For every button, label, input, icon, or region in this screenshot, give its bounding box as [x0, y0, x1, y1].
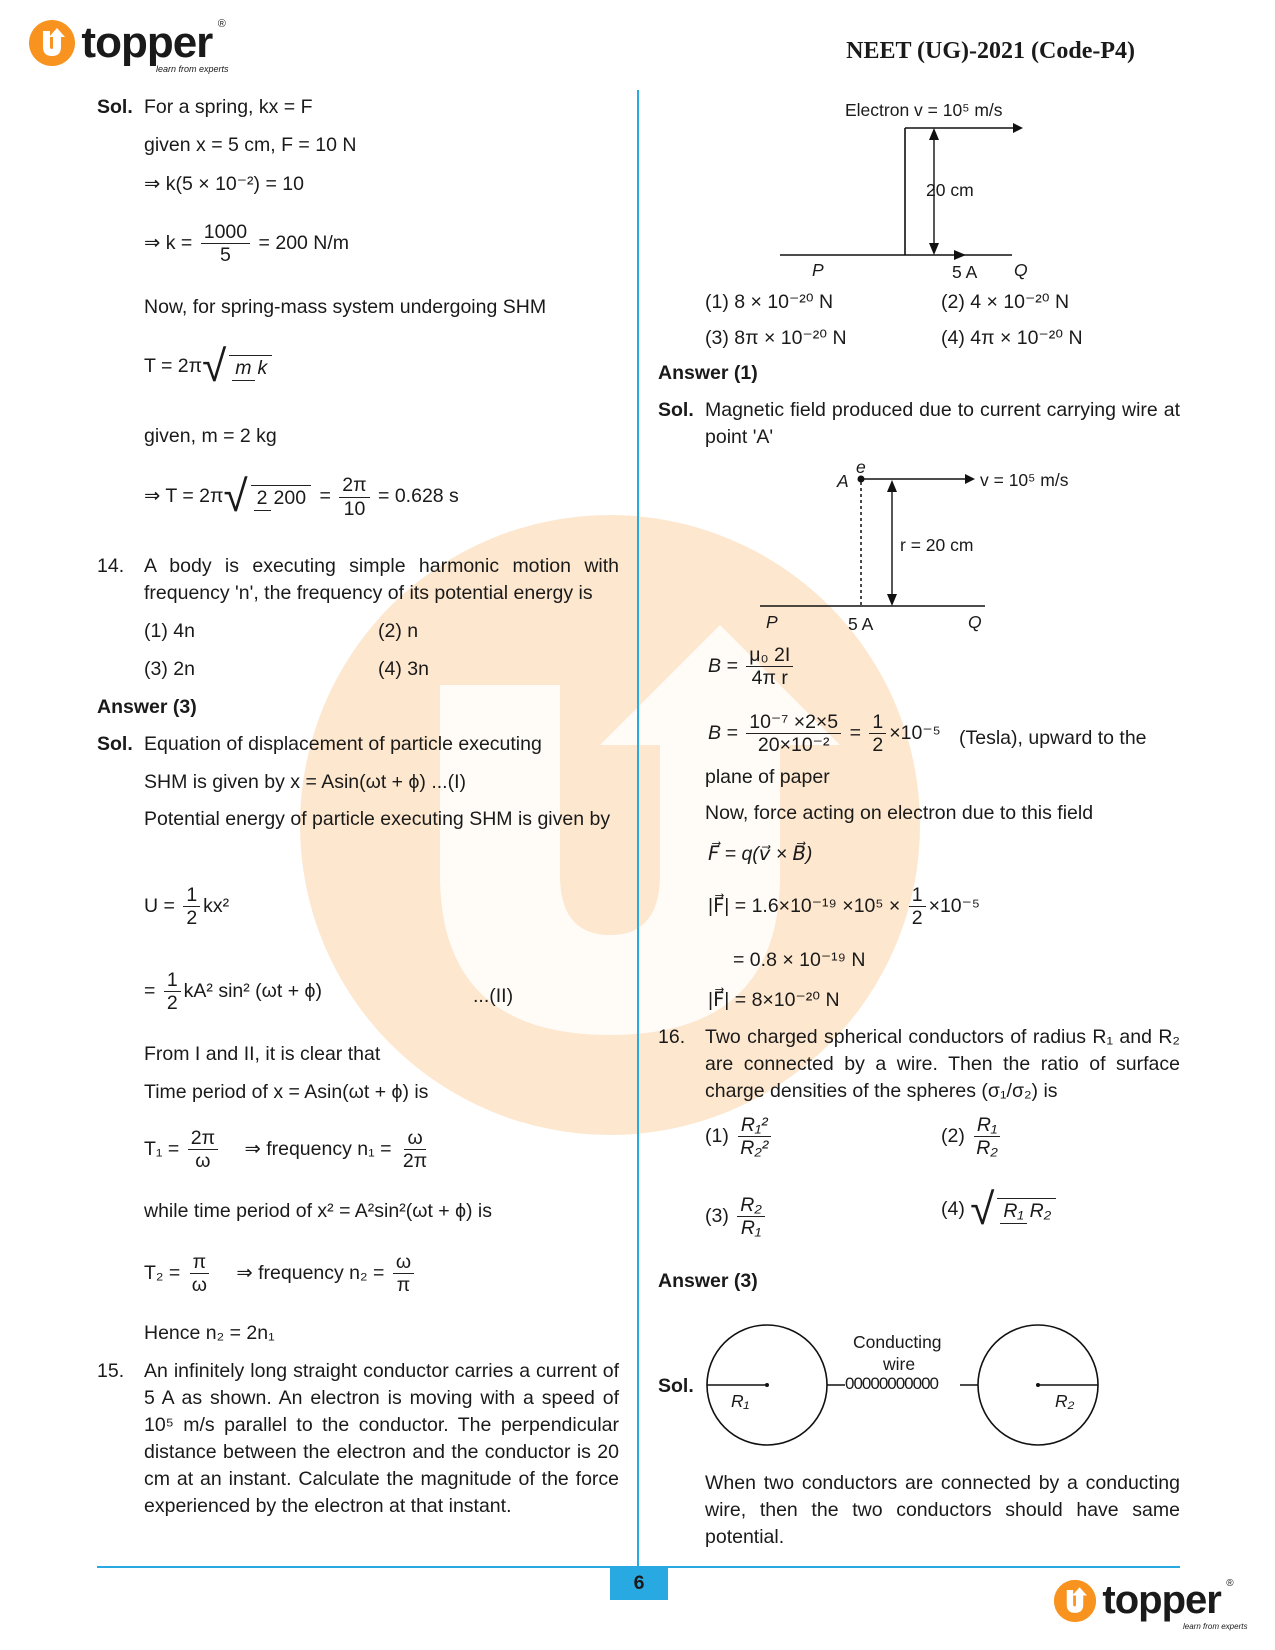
sol-line-3: ⇒ k(5 × 10⁻²) = 10	[144, 173, 304, 195]
equation-force-value: |F⃗| = 1.6×10⁻¹⁹ ×10⁵ × $\frac{1}{2}$ ×10⁻⁵	[708, 884, 981, 930]
fig2-v-label: v = 10⁵ m/s	[980, 470, 1069, 490]
equation-force-final: |F⃗| = 8×10⁻²⁰ N	[708, 989, 840, 1011]
fig1-electron-label: Electron v = 10⁵ m/s	[845, 100, 1003, 120]
equation-b-value: B = $\frac{\text{10⁻⁷ ×2×5}}{\text{20×10⁻²}}$ = $\frac{1}{2}$ ×10⁻⁵	[708, 711, 941, 757]
fig2-q-label: Q	[968, 612, 982, 632]
fig2-current-label: 5 A	[848, 614, 874, 634]
header-brand: topper	[81, 18, 213, 67]
topper-logo-icon	[28, 19, 76, 67]
q15-option-4: (4) 4π × 10⁻²⁰ N	[941, 327, 1083, 349]
question-16-text: Two charged spherical conductors of radius R₁ and R₂ are connected by a wire. Then the ratio of surface charge densities of the spheres (σ₁/σ₂) is	[705, 1026, 1180, 1102]
sol-label-16: Sol.	[658, 1375, 694, 1397]
question-14-number: 14.	[97, 555, 125, 577]
sol14-line-b: SHM is given by x = Asin(ωt + ϕ) ...(I)	[144, 771, 466, 793]
equation-b: B = $\frac{\text{μ₀ 2I}}{\text{4π r}}$	[708, 645, 796, 689]
equation-period-value: ⇒ T = 2π√ 2 200 = $\frac{2\pi}{10}$ = 0.628 s	[144, 472, 459, 521]
equation-period: T = 2π√ m k	[144, 345, 275, 389]
fig3-coil: 00000000000	[845, 1374, 939, 1393]
equation-force-result: = 0.8 × 10⁻¹⁹ N	[733, 949, 866, 971]
header-tagline: learn from experts	[156, 64, 229, 74]
column-divider	[637, 90, 639, 1595]
fig1-distance-label: 20 cm	[926, 180, 974, 200]
question-15-text: An infinitely long straight conductor carries a current of 5 A as shown. An electron is moving with a speed of 10⁵ m/s parallel to the conductor. The perpendicular distance between the electron and the conductor is 20 cm at an instant. Calculate the magnitude of the force experienced by the electron at that instant.	[144, 1360, 619, 1517]
q16-option-3: (3) $\frac{\text{R₂}}{\text{R₁}}$	[705, 1195, 768, 1239]
equation-force: F⃗ = q(v⃗ × B⃗)	[708, 843, 813, 865]
footer-brand: topper	[1102, 1578, 1221, 1622]
sol14-line-d: From I and II, it is clear that	[144, 1043, 381, 1065]
q16-option-4: (4) √ R₁ R₂	[941, 1188, 1059, 1232]
answer-16: Answer (3)	[658, 1270, 758, 1292]
sol14-line-a: Equation of displacement of particle executing	[144, 733, 542, 755]
sol-line-5: Now, for spring-mass system undergoing SHM	[144, 296, 547, 318]
q16-option-1: (1) $\frac{\text{R₁²}}{\text{R₂²}}$	[705, 1115, 774, 1159]
question-15-number: 15.	[97, 1360, 125, 1382]
equation-u-tag: ...(II)	[473, 985, 514, 1007]
equation-u: U = $\frac{1}{2}$ kx²	[144, 884, 230, 930]
header-logo: topper ® learn from experts	[28, 18, 226, 68]
fig2-r-label: r = 20 cm	[900, 535, 974, 555]
sol14-line-c: Potential energy of particle executing SHM is given by	[144, 808, 611, 830]
answer-15: Answer (1)	[658, 362, 758, 384]
equation-t1: T₁ = $\frac{2\pi}{\omega}$ ⇒ frequency n₁ = $\frac{\omega}{2\pi}$	[144, 1127, 428, 1173]
fig3-r2-label: R₂	[1055, 1391, 1075, 1411]
exam-title: NEET (UG)-2021 (Code-P4)	[846, 38, 1135, 64]
q15-option-2: (2) 4 × 10⁻²⁰ N	[941, 291, 1070, 313]
sol-label-left: Sol.	[97, 96, 133, 118]
question-16-number: 16.	[658, 1026, 686, 1048]
footer-logo: topper ® learn from experts	[1053, 1578, 1234, 1623]
sol15-line-c: Now, force acting on electron due to this field	[705, 802, 1094, 824]
answer-14: Answer (3)	[97, 696, 197, 718]
sol-line-1: For a spring, kx = F	[144, 96, 313, 118]
sol14-line-e: Time period of x = Asin(ωt + ϕ) is	[144, 1081, 429, 1103]
topper-logo-icon	[1053, 1579, 1097, 1623]
sol-label-14: Sol.	[97, 733, 133, 755]
q15-option-1: (1) 8 × 10⁻²⁰ N	[705, 291, 834, 313]
sol14-line-g: Hence n₂ = 2n₁	[144, 1322, 275, 1344]
sol16-text: When two conductors are connected by a conducting wire, then the two conductors should have same potential.	[705, 1472, 1180, 1548]
sol-line-7: given, m = 2 kg	[144, 425, 277, 447]
q14-option-4: (4) 3n	[378, 658, 429, 680]
fig1-p-label: P	[812, 260, 824, 280]
fig2-a-label: A	[837, 471, 849, 491]
fig2-e-label: e	[856, 457, 866, 477]
sol-line-2: given x = 5 cm, F = 10 N	[144, 134, 357, 156]
q15-option-3: (3) 8π × 10⁻²⁰ N	[705, 327, 847, 349]
equation-b-text: (Tesla), upward to the	[959, 727, 1147, 749]
equation-u-2: = $\frac{1}{2}$ kA² sin² (ωt + ϕ)	[144, 969, 322, 1015]
fig3-wire-label-2: wire	[883, 1354, 916, 1374]
fig1-q-label: Q	[1014, 260, 1028, 280]
fig3-r1-label: R₁	[731, 1391, 750, 1411]
sol14-line-f: while time period of x² = A²sin²(ωt + ϕ) is	[144, 1200, 493, 1222]
equation-t2: T₂ = $\frac{\pi}{\omega}$ ⇒ frequency n₂ = $\frac{\omega}{\pi}$	[144, 1252, 417, 1296]
page-number: 6	[610, 1567, 668, 1600]
sol15-line-b: plane of paper	[705, 766, 830, 788]
q14-option-2: (2) n	[378, 620, 419, 642]
q16-option-2: (2) $\frac{\text{R₁}}{\text{R₂}}$	[941, 1115, 1004, 1159]
fig2-p-label: P	[766, 612, 778, 632]
footer-tagline: learn from experts	[1183, 1622, 1248, 1631]
q14-option-3: (3) 2n	[144, 658, 195, 680]
q14-option-1: (1) 4n	[144, 620, 195, 642]
sol15-line-a: Magnetic field produced due to current carrying wire at point 'A'	[705, 399, 1180, 448]
fig3-wire-label-1: Conducting	[853, 1332, 942, 1352]
question-14-text: A body is executing simple harmonic motion with frequency 'n', the frequency of its potential energy is	[144, 555, 619, 604]
equation-k: ⇒ k = $\frac{1000}{5}$ = 200 N/m	[144, 221, 350, 267]
fig1-current-label: 5 A	[952, 262, 978, 282]
sol-label-15: Sol.	[658, 399, 694, 421]
wire-electron-figure	[780, 95, 1040, 285]
